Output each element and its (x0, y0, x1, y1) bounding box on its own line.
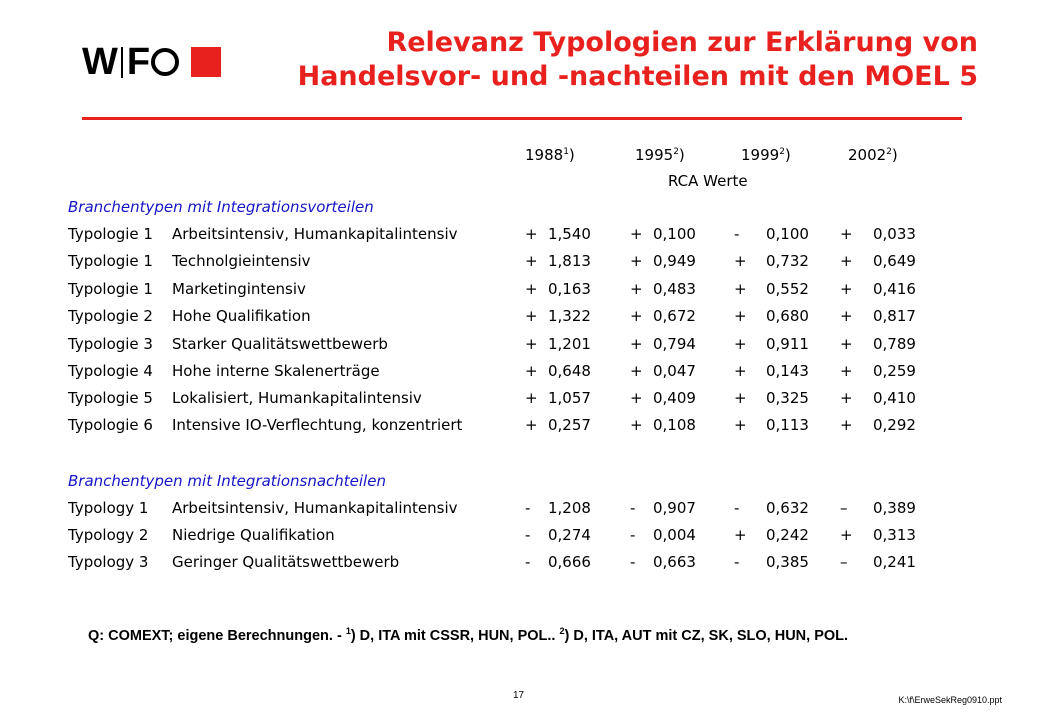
slide-title (298, 26, 978, 94)
section-heading-advantages: Branchentypen mit Integrationsvorteilen (68, 198, 374, 216)
table-row: Typologie 1 Marketingintensiv + 0,163 + 0,483 + 0,552 + 0,416 (68, 280, 916, 298)
logo-separator (121, 47, 123, 78)
table-row: Typologie 2 Hohe Qualifikation + 1,322 + 0,672 + 0,680 + 0,817 (68, 307, 916, 325)
source-footnote: Q: COMEXT; eigene Berechnungen. - $^1$) D, ITA mit CSSR, HUN, POL.. $^2$) D, ITA, AUT mit CZ, SK, SLO, HUN, POL. (88, 626, 849, 644)
logo-square-icon (191, 47, 221, 77)
col-header-1995: 1995$^2$) (635, 146, 685, 164)
table-row: Typologie 5 Lokalisiert, Humankapitalintensiv + 1,057 + 0,409 + 0,325 + 0,410 (68, 389, 916, 407)
title-divider (82, 117, 962, 120)
rca-label: RCA Werte (668, 172, 748, 190)
table-row: Typology 1 Arbeitsintensiv, Humankapitalintensiv - 1,208 - 0,907 - 0,632 – 0,389 (68, 499, 916, 517)
table-row: Typology 3 Geringer Qualitätswettbewerb - 0,666 - 0,663 - 0,385 – 0,241 (68, 553, 916, 571)
section-heading-disadvantages: Branchentypen mit Integrationsnachteilen (68, 472, 386, 490)
table-row: Typologie 1 Arbeitsintensiv, Humankapitalintensiv + 1,540 + 0,100 - 0,100 + 0,033 (68, 225, 916, 243)
logo-circle-icon (151, 48, 179, 76)
wifo-logo (82, 42, 221, 82)
table-row: Typology 2 Niedrige Qualifikation - 0,274 - 0,004 + 0,242 + 0,313 (68, 526, 916, 544)
logo-letter-w: W (82, 41, 117, 83)
col-header-2002: 2002$^2$) (848, 146, 898, 164)
table-row: Typologie 6 Intensive IO-Verflechtung, konzentriert + 0,257 + 0,108 + 0,113 + 0,292 (68, 416, 916, 434)
page-number: 17 (513, 690, 525, 701)
table-row: Typologie 1 Technolgieintensiv + 1,813 + 0,949 + 0,732 + 0,649 (68, 252, 916, 270)
title-line-1: Relevanz Typologien zur Erklärung von (386, 27, 978, 58)
table-row: Typologie 3 Starker Qualitätswettbewerb + 1,201 + 0,794 + 0,911 + 0,789 (68, 335, 916, 353)
col-header-1999: 1999$^2$) (741, 146, 791, 164)
title-line-2: Handelsvor- und -nachteilen mit den MOEL 5 (297, 61, 978, 92)
file-path: K:\f\ErweSekReg0910.ppt (898, 695, 1002, 705)
logo-letter-f: F (126, 41, 150, 83)
table-row: Typologie 4 Hohe interne Skalenerträge + 0,648 + 0,047 + 0,143 + 0,259 (68, 362, 916, 380)
col-header-1988: 1988$^1$) (525, 146, 575, 164)
